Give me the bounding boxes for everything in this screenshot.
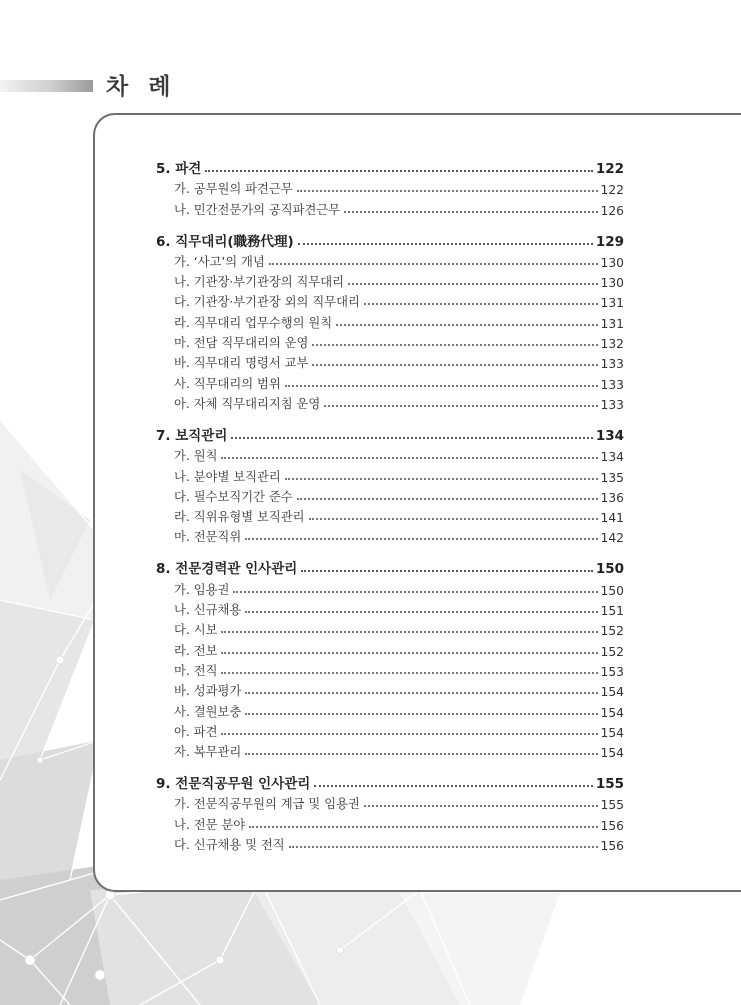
entry-label: 나. 민간전문가의 공직파견근무 — [174, 202, 341, 217]
entry-page-number: 130 — [600, 255, 624, 270]
dot-leader — [297, 498, 598, 500]
toc-entry[interactable] — [156, 792, 624, 812]
entry-page-number: 155 — [600, 798, 624, 813]
toc-entry[interactable] — [156, 310, 624, 330]
section-page-number: 150 — [595, 561, 624, 578]
entry-label: 마. 전직 — [174, 663, 218, 678]
toc-entry[interactable] — [156, 505, 624, 525]
section-page-number: 122 — [595, 161, 624, 177]
toc-entry[interactable] — [156, 679, 624, 699]
entry-page-number: 142 — [600, 531, 624, 546]
entry-label: 나. 기관장·부기관장의 직무대리 — [174, 275, 345, 290]
toc-entry[interactable] — [156, 740, 624, 760]
section-title: 8. 전문경력관 인사관리 — [156, 561, 298, 578]
entry-page-number: 156 — [600, 818, 624, 833]
entry-label: 가. 전문직공무원의 계급 및 임용권 — [174, 797, 360, 812]
dot-leader — [324, 405, 597, 407]
toc-entry[interactable] — [156, 290, 624, 310]
entry-label: 다. 필수보직기간 준수 — [174, 489, 293, 504]
entry-label: 나. 분야별 보직관리 — [174, 469, 281, 484]
dot-leader — [245, 692, 597, 694]
entry-page-number: 154 — [600, 746, 624, 761]
toc-entry[interactable] — [156, 577, 624, 597]
entry-page-number: 122 — [600, 183, 624, 198]
toc-entry[interactable] — [156, 444, 624, 464]
toc-section — [156, 153, 624, 218]
entry-label: 바. 직무대리 명령서 교부 — [174, 356, 309, 371]
dot-leader — [285, 385, 598, 387]
dot-leader — [309, 518, 598, 520]
entry-page-number: 131 — [600, 296, 624, 311]
dot-leader — [245, 753, 597, 755]
dot-leader — [221, 672, 597, 674]
entry-label: 아. 자체 직무대리지침 운영 — [174, 396, 321, 411]
dot-leader — [312, 364, 597, 366]
dot-leader — [312, 344, 597, 346]
toc-entry[interactable] — [156, 197, 624, 217]
toc-section — [156, 226, 624, 412]
entry-label: 라. 전보 — [174, 643, 218, 658]
entry-page-number: 152 — [600, 644, 624, 659]
dot-leader — [285, 478, 598, 480]
toc-section — [156, 768, 624, 853]
dot-leader — [221, 631, 597, 633]
toc-entry[interactable] — [156, 812, 624, 832]
section-title: 7. 보직관리 — [156, 427, 228, 444]
section-title: 6. 직무대리(職務代理) — [156, 233, 294, 250]
entry-page-number: 141 — [600, 511, 624, 526]
entry-label: 가. 공무원의 파견근무 — [174, 182, 293, 197]
dot-leader — [245, 713, 597, 715]
entry-label: 가. 원칙 — [174, 449, 218, 464]
entry-page-number: 134 — [600, 450, 624, 465]
toc-section-heading[interactable] — [156, 420, 624, 444]
toc-entry[interactable] — [156, 331, 624, 351]
entry-label: 마. 전담 직무대리의 운영 — [174, 336, 309, 351]
entry-page-number: 151 — [600, 604, 624, 619]
toc-section — [156, 420, 624, 545]
toc-entry[interactable] — [156, 485, 624, 505]
entry-label: 다. 신규채용 및 전직 — [174, 838, 285, 853]
toc-section-heading[interactable] — [156, 768, 624, 792]
dot-leader — [364, 805, 598, 807]
toc-entry[interactable] — [156, 659, 624, 679]
dot-leader — [336, 324, 597, 326]
entry-page-number: 133 — [600, 397, 624, 412]
dot-leader — [289, 846, 598, 848]
entry-label: 나. 전문 분야 — [174, 817, 246, 832]
toc-entry[interactable] — [156, 250, 624, 270]
entry-page-number: 154 — [600, 705, 624, 720]
toc-section-heading[interactable] — [156, 226, 624, 250]
dot-leader — [233, 591, 597, 593]
toc-entry[interactable] — [156, 464, 624, 484]
toc-entry[interactable] — [156, 699, 624, 719]
dot-leader — [245, 611, 597, 613]
entry-page-number: 156 — [600, 839, 624, 854]
entry-label: 라. 직위유형별 보직관리 — [174, 510, 305, 525]
entry-label: 사. 직무대리의 범위 — [174, 376, 281, 391]
dot-leader — [344, 211, 597, 213]
section-page-number: 134 — [595, 427, 624, 444]
toc-entry[interactable] — [156, 638, 624, 658]
entry-label: 다. 기관장·부기관장 외의 직무대리 — [174, 295, 360, 310]
dot-leader — [301, 570, 593, 572]
entry-page-number: 153 — [600, 664, 624, 679]
entry-label: 가. ‘사고’의 개념 — [174, 254, 265, 269]
section-page-number: 155 — [595, 776, 624, 793]
page-title: 차 례 — [106, 74, 177, 100]
toc-entry[interactable] — [156, 177, 624, 197]
dot-leader — [205, 170, 593, 172]
entry-label: 가. 임용권 — [174, 582, 230, 597]
section-page-number: 129 — [595, 233, 624, 250]
dot-leader — [348, 283, 597, 285]
toc-entry[interactable] — [156, 598, 624, 618]
entry-label: 아. 파견 — [174, 724, 218, 739]
section-title: 5. 파견 — [156, 161, 202, 177]
entry-page-number: 130 — [600, 276, 624, 291]
entry-page-number: 133 — [600, 377, 624, 392]
entry-page-number: 126 — [600, 203, 624, 218]
entry-page-number: 154 — [600, 725, 624, 740]
entry-label: 사. 결원보충 — [174, 704, 242, 719]
entry-page-number: 154 — [600, 685, 624, 700]
entry-label: 다. 시보 — [174, 623, 218, 638]
dot-leader — [298, 243, 593, 245]
toc-entry[interactable] — [156, 270, 624, 290]
dot-leader — [221, 457, 597, 459]
toc-section-heading[interactable] — [156, 553, 624, 577]
toc-section — [156, 553, 624, 760]
dot-leader — [269, 263, 598, 265]
toc-entry[interactable] — [156, 525, 624, 545]
toc-entry[interactable] — [156, 371, 624, 391]
toc-section-heading[interactable] — [156, 153, 624, 177]
entry-label: 나. 신규채용 — [174, 603, 242, 618]
dot-leader — [221, 733, 597, 735]
entry-label: 바. 성과평가 — [174, 684, 242, 699]
header-accent-bar — [0, 80, 93, 92]
toc-entry[interactable] — [156, 720, 624, 740]
dot-leader — [231, 437, 592, 439]
toc-entry[interactable] — [156, 392, 624, 412]
entry-page-number: 131 — [600, 316, 624, 331]
entry-label: 자. 복무관리 — [174, 745, 242, 760]
entry-label: 라. 직무대리 업무수행의 원칙 — [174, 315, 333, 330]
dot-leader — [245, 538, 597, 540]
toc-entry[interactable] — [156, 618, 624, 638]
table-of-contents — [156, 153, 624, 861]
dot-leader — [297, 190, 598, 192]
entry-page-number: 136 — [600, 490, 624, 505]
toc-entry[interactable] — [156, 351, 624, 371]
entry-label: 마. 전문직위 — [174, 530, 242, 545]
entry-page-number: 135 — [600, 470, 624, 485]
dot-leader — [364, 303, 598, 305]
entry-page-number: 132 — [600, 337, 624, 352]
dot-leader — [314, 785, 592, 787]
dot-leader — [249, 826, 597, 828]
entry-page-number: 152 — [600, 624, 624, 639]
toc-entry[interactable] — [156, 833, 624, 853]
dot-leader — [221, 652, 597, 654]
entry-page-number: 133 — [600, 357, 624, 372]
section-title: 9. 전문직공무원 인사관리 — [156, 776, 311, 793]
entry-page-number: 150 — [600, 583, 624, 598]
